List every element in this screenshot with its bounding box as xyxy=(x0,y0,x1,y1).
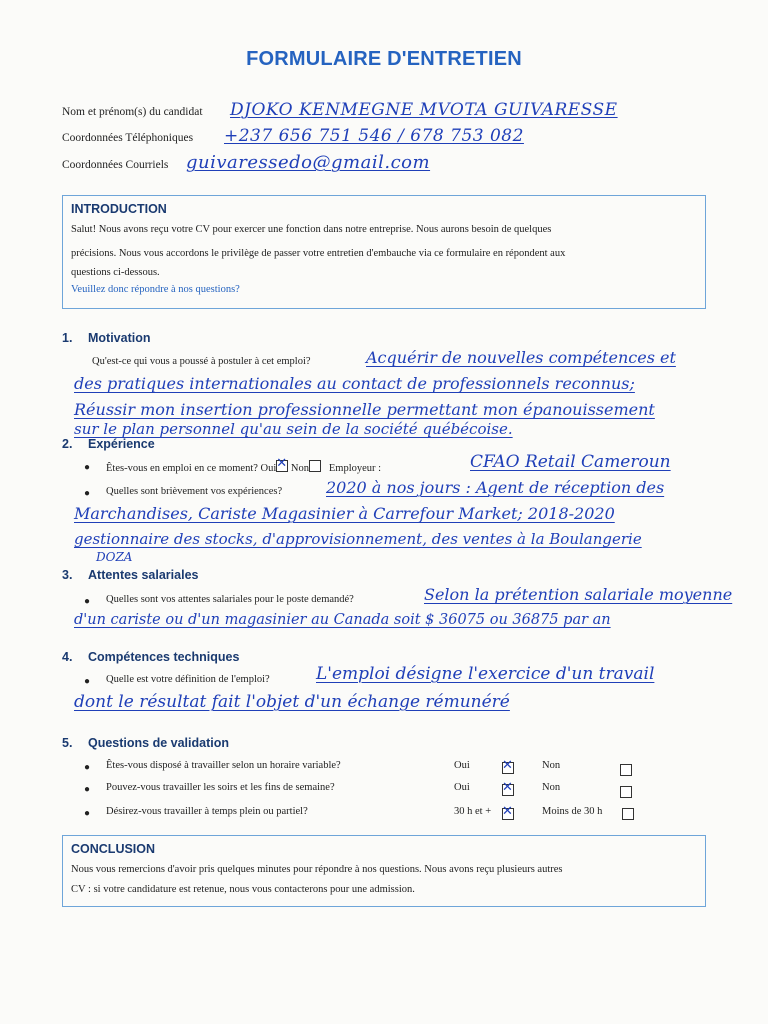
section-experience-heading xyxy=(62,437,155,451)
form-title: FORMULAIRE D'ENTRETIEN xyxy=(246,48,522,70)
candidate-name-row xyxy=(62,96,742,120)
employer-value: CFAO Retail Cameroun xyxy=(470,452,671,472)
bullet: ● xyxy=(84,462,91,473)
validation-option2-checkbox[interactable] xyxy=(622,808,634,820)
section-number: 4. xyxy=(62,650,73,664)
introduction-title: INTRODUCTION xyxy=(71,202,167,216)
email-value: guivaressedo@gmail.com xyxy=(186,152,431,173)
bullet: ● xyxy=(84,808,91,819)
phone-label: Coordonnées Téléphoniques xyxy=(62,132,194,144)
employed-question-text: Êtes-vous en emploi en ce moment? xyxy=(106,463,258,474)
section-title: Attentes salariales xyxy=(88,568,199,582)
bullet: ● xyxy=(84,488,91,499)
section-number: 1. xyxy=(62,331,73,345)
motivation-answer-line: sur le plan personnel qu'au sein de la société québécoise. xyxy=(74,420,513,438)
experience-question: Quelles sont brièvement vos expériences? xyxy=(106,486,283,497)
validation-option2-label: Non xyxy=(542,782,561,793)
section-title: Questions de validation xyxy=(88,736,229,750)
section-title: Motivation xyxy=(88,331,151,345)
validation-option2-label: Non xyxy=(542,760,561,771)
experience-answer-line: gestionnaire des stocks, d'approvisionnement, des ventes à la Boulangerie xyxy=(74,530,642,548)
phone-value: +237 656 751 546 / 678 753 082 xyxy=(224,126,524,146)
employed-non-label: Non xyxy=(290,463,310,474)
experience-answer-line: Marchandises, Cariste Magasinier à Carrefour Market; 2018-2020 xyxy=(74,504,615,523)
email-row xyxy=(62,149,742,173)
employer-label: Employeur : xyxy=(328,463,382,474)
employed-oui-checkbox[interactable] xyxy=(276,460,288,472)
candidate-name-value: DJOKO KENMEGNE MVOTA GUIVARESSE xyxy=(230,100,618,120)
section-salary-heading xyxy=(62,568,198,582)
experience-answer-line: 2020 à nos jours : Agent de réception des xyxy=(326,478,665,497)
validation-option1-label: Oui xyxy=(454,760,470,771)
validation-question: Pouvez-vous travailler les soirs et les fins de semaine? xyxy=(106,782,335,793)
email-label: Coordonnées Courriels xyxy=(62,159,169,171)
section-title: Expérience xyxy=(88,437,155,451)
conclusion-line: CV : si votre candidature est retenue, nous vous contacterons pour une admission. xyxy=(71,883,415,895)
validation-option2-checkbox[interactable] xyxy=(620,786,632,798)
motivation-question: Qu'est-ce qui vous a poussé à postuler à cet emploi? xyxy=(92,356,311,367)
section-validation-heading xyxy=(62,736,229,750)
validation-option1-label: Oui xyxy=(454,782,470,793)
employed-oui-label: Oui xyxy=(260,463,277,474)
salary-answer-line: Selon la prétention salariale moyenne xyxy=(424,585,733,604)
employed-non-checkbox[interactable] xyxy=(309,460,321,472)
conclusion-box xyxy=(62,835,706,907)
validation-option2-label: Moins de 30 h xyxy=(542,806,603,817)
introduction-prompt: Veuillez donc répondre à nos questions? xyxy=(71,284,240,295)
validation-option1-checkbox[interactable] xyxy=(502,784,514,796)
skills-question: Quelle est votre définition de l'emploi? xyxy=(106,674,270,685)
salary-question: Quelles sont vos attentes salariales pour le poste demandé? xyxy=(106,594,354,605)
bullet: ● xyxy=(84,676,91,687)
phone-row xyxy=(62,122,742,146)
introduction-line: Salut! Nous avons reçu votre CV pour exercer une fonction dans notre entreprise. Nous aurons besoin de quelques xyxy=(71,224,552,235)
section-title: Compétences techniques xyxy=(88,650,240,664)
validation-option2-checkbox[interactable] xyxy=(620,764,632,776)
conclusion-title: CONCLUSION xyxy=(71,842,156,856)
validation-option1-checkbox[interactable] xyxy=(502,762,514,774)
bullet: ● xyxy=(84,596,91,607)
bullet: ● xyxy=(84,762,91,773)
motivation-answer-line: des pratiques internationales au contact de professionnels reconnus; xyxy=(74,374,635,393)
experience-answer-line: DOZA xyxy=(96,550,133,564)
skills-answer-line: L'emploi désigne l'exercice d'un travail xyxy=(316,664,655,684)
section-number: 5. xyxy=(62,736,73,750)
section-number: 2. xyxy=(62,437,73,451)
section-motivation-heading xyxy=(62,331,151,345)
validation-option1-label: 30 h et + xyxy=(454,806,492,817)
introduction-line: précisions. Nous vous accordons le privilège de passer votre entretien d'embauche via ce formulaire en répondent aux xyxy=(71,247,566,259)
introduction-line: questions ci-dessous. xyxy=(71,267,160,278)
experience-question-employed xyxy=(106,460,381,474)
section-skills-heading xyxy=(62,650,239,664)
validation-question: Désirez-vous travailler à temps plein ou partiel? xyxy=(106,806,308,817)
conclusion-line: Nous vous remercions d'avoir pris quelques minutes pour répondre à nos questions. Nous avons reçu plusieurs autres xyxy=(71,864,563,875)
motivation-answer-line: Acquérir de nouvelles compétences et xyxy=(366,348,676,367)
motivation-answer-line: Réussir mon insertion professionnelle permettant mon épanouissement xyxy=(74,400,655,419)
introduction-box xyxy=(62,195,706,309)
skills-answer-line: dont le résultat fait l'objet d'un échange rémunéré xyxy=(74,692,510,712)
validation-option1-checkbox[interactable] xyxy=(502,808,514,820)
candidate-name-label: Nom et prénom(s) du candidat xyxy=(62,106,203,118)
validation-question: Êtes-vous disposé à travailler selon un horaire variable? xyxy=(106,760,341,771)
section-number: 3. xyxy=(62,568,73,582)
bullet: ● xyxy=(84,784,91,795)
salary-answer-line: d'un cariste ou d'un magasinier au Canada soit $ 36075 ou 36875 par an xyxy=(74,612,611,628)
